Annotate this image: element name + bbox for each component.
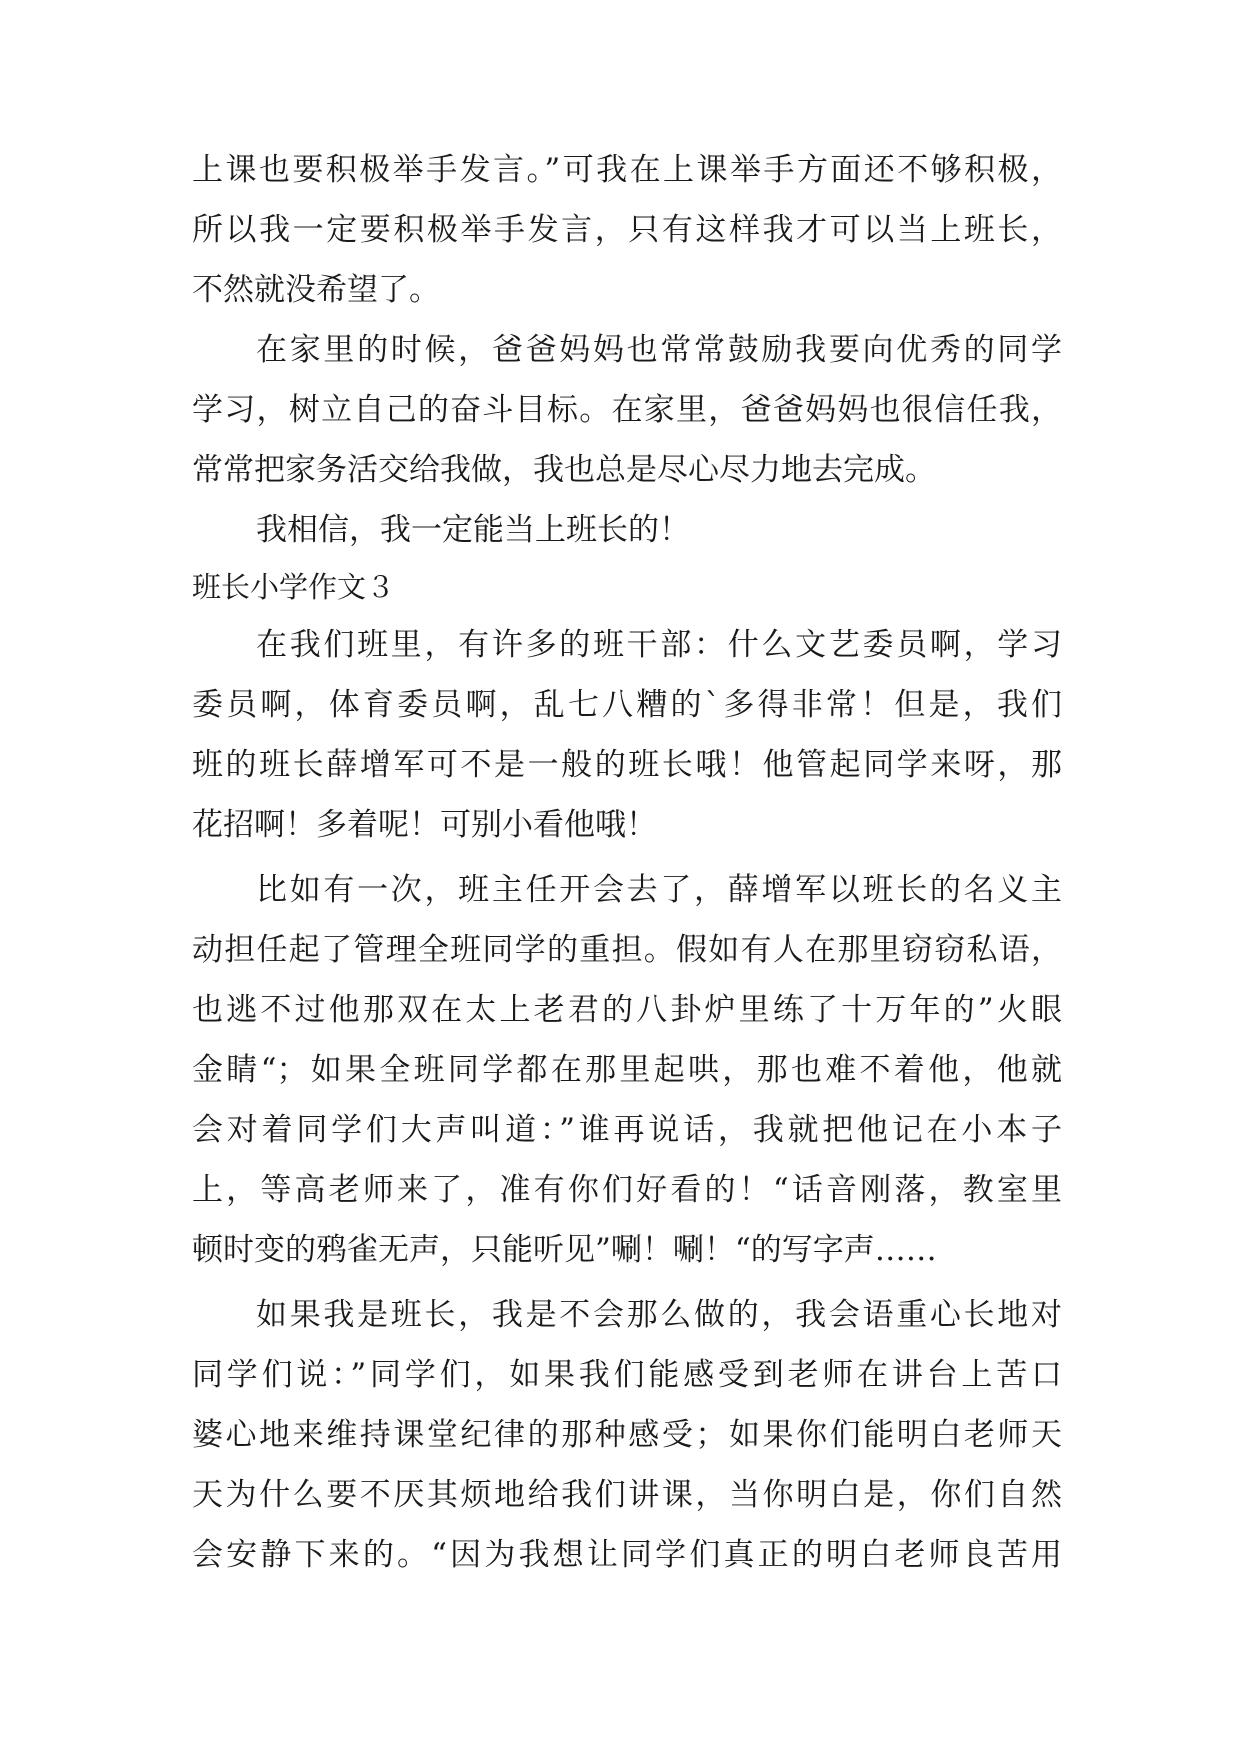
paragraph-first-line: 比如有一次，班主任开会去了，薛增军以班长的名义主 (256, 872, 1062, 908)
paragraph-first-line: 在家里的时候，爸爸妈妈也常常鼓励我要向优秀的同学 (256, 332, 1062, 368)
text-line: 上课也要积极举手发言。”可我在上课举手方面还不够积极， (192, 152, 1062, 188)
paragraph-first-line: 如果我是班长，我是不会那么做的，我会语重心长地对 (256, 1297, 1062, 1333)
paragraph-first-line: 在我们班里，有许多的班干部：什么文艺委员啊，学习 (256, 627, 1062, 663)
text-line: 会安静下来的。“因为我想让同学们真正的明白老师良苦用 (192, 1537, 1062, 1573)
text-line: 婆心地来维持课堂纪律的那种感受；如果你们能明白老师天 (192, 1417, 1062, 1453)
document-page (192, 0, 1062, 1754)
text-line: 动担任起了管理全班同学的重担。假如有人在那里窃窃私语， (192, 932, 1062, 968)
text-line: 所以我一定要积极举手发言，只有这样我才可以当上班长， (192, 212, 1062, 248)
text-line: 不然就没希望了。 (192, 272, 440, 308)
text-line: 上，等高老师来了，准有你们好看的！“话音刚落，教室里 (192, 1172, 1062, 1208)
section-heading: 班长小学作文３ (192, 570, 396, 604)
text-line: 也逃不过他那双在太上老君的八卦炉里练了十万年的”火眼 (192, 992, 1062, 1028)
text-line: 班的班长薛增军可不是一般的班长哦！他管起同学来呀，那 (192, 747, 1062, 783)
text-line: 委员啊，体育委员啊，乱七八糟的`多得非常！但是，我们 (192, 687, 1062, 723)
text-line: 花招啊！多着呢！可别小看他哦！ (192, 807, 657, 843)
text-line: 同学们说：”同学们，如果我们能感受到老师在讲台上苦口 (192, 1357, 1062, 1393)
text-line: 学习，树立自己的奋斗目标。在家里，爸爸妈妈也很信任我， (192, 392, 1062, 428)
text-line: 天为什么要不厌其烦地给我们讲课，当你明白是，你们自然 (192, 1477, 1062, 1513)
text-line: 金睛“；如果全班同学都在那里起哄，那也难不着他，他就 (192, 1052, 1062, 1088)
text-line: 会对着同学们大声叫道：”谁再说话，我就把他记在小本子 (192, 1112, 1062, 1148)
paragraph-first-line: 我相信，我一定能当上班长的！ (256, 512, 690, 548)
text-line: 常常把家务活交给我做，我也总是尽心尽力地去完成。 (192, 452, 936, 488)
text-line: 顿时变的鸦雀无声，只能听见”唰！唰！“的写字声…… (192, 1232, 937, 1268)
